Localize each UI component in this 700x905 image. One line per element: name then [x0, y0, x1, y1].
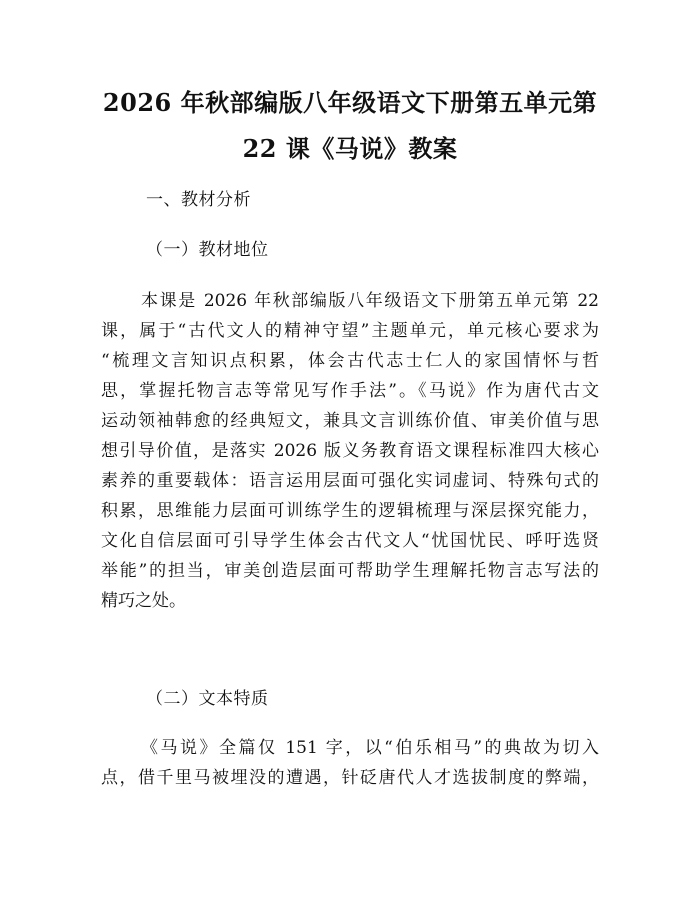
- paragraph-line: 文化自信层面可引导学生体会古代文人“忧国忧民、呼吁选贤: [101, 531, 599, 551]
- subheading-text-features: （二）文本特质: [146, 689, 269, 709]
- document-title-line-2: 22 课《马说》教案: [242, 134, 458, 163]
- paragraph-text-features: [101, 733, 599, 793]
- paragraph-line: 举能”的担当，审美创造层面可帮助学生理解托物言志写法的: [101, 561, 599, 581]
- paragraph-line: 本课是 2026 年秋部编版八年级语文下册第五单元第 22: [141, 291, 599, 311]
- paragraph-line: 课，属于“古代文人的精神守望”主题单元，单元核心要求为: [101, 321, 599, 341]
- paragraph-line: 素养的重要载体：语言运用层面可强化实词虚词、特殊句式的: [101, 471, 599, 491]
- paragraph-line: 积累，思维能力层面可训练学生的逻辑梳理与深层探究能力，: [101, 501, 599, 521]
- paragraph-line: 想引导价值，是落实 2026 版义务教育语文课程标准四大核心: [101, 441, 599, 461]
- section-heading-analysis: 一、教材分析: [146, 190, 251, 210]
- paragraph-position: [101, 286, 599, 616]
- paragraph-line: 点，借千里马被埋没的遭遇，针砭唐代人才选拔制度的弊端，: [101, 768, 599, 788]
- paragraph-line: 精巧之处。: [101, 591, 186, 611]
- document-title-line-1: 2026 年秋部编版八年级语文下册第五单元第: [102, 88, 598, 117]
- paragraph-line: “梳理文言知识点积累，体会古代志士仁人的家国情怀与哲: [101, 351, 599, 371]
- paragraph-line: 《马说》全篇仅 151 字，以“伯乐相马”的典故为切入: [141, 738, 599, 758]
- paragraph-line: 运动领袖韩愈的经典短文，兼具文言训练价值、审美价值与思: [101, 411, 599, 431]
- subheading-position: （一）教材地位: [146, 240, 269, 260]
- paragraph-line: 思，掌握托物言志等常见写作手法”。《马说》作为唐代古文: [101, 381, 599, 401]
